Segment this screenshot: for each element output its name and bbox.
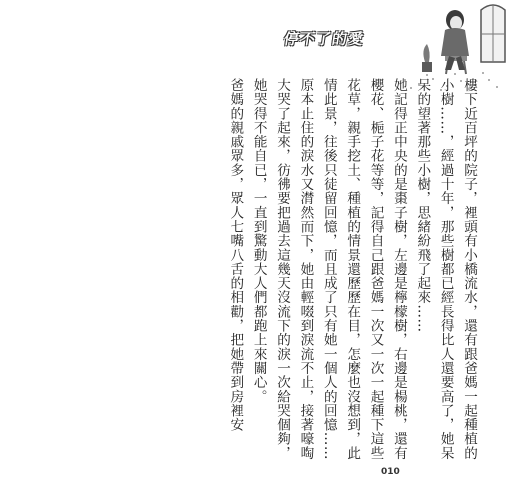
paragraph: 爸媽的親戚眾多，眾人七嘴八舌的相勸，把她帶到房裡安 bbox=[227, 78, 244, 432]
series-title: 停不了的愛 bbox=[282, 30, 366, 48]
page-number: 010 bbox=[381, 467, 400, 477]
paragraph: 原本止住的淚水又潸然而下，她由輕啜到淚流不止，接著嚎啕大哭了起來，彷彿要把過去這幾天沒流下的淚一次給哭個夠，她哭得不能自已，一直到驚動大人們都跑上來關心。 bbox=[250, 78, 314, 461]
paragraph: 她記得正中央的是棗子樹，左邊是檸檬樹，右邊是楊桃，還有櫻花、梔子花等等，記得自己跟爸媽一次又一次一起種下這些花草，親手挖土、種植的情景還歷歷在目，怎麼也沒想到，此情此景，往後只徒留回憶，而且成了只有她一個人的回憶…… bbox=[320, 78, 407, 461]
vertical-text-body bbox=[40, 78, 480, 470]
paragraph: 樓下近百坪的院子，裡頭有小橋流水，還有跟爸媽一起種植的小樹……，經過十年，那些樹都已經長得比人還要高了，她呆呆的望著那些小樹，思緒紛飛了起來…… bbox=[414, 78, 477, 461]
